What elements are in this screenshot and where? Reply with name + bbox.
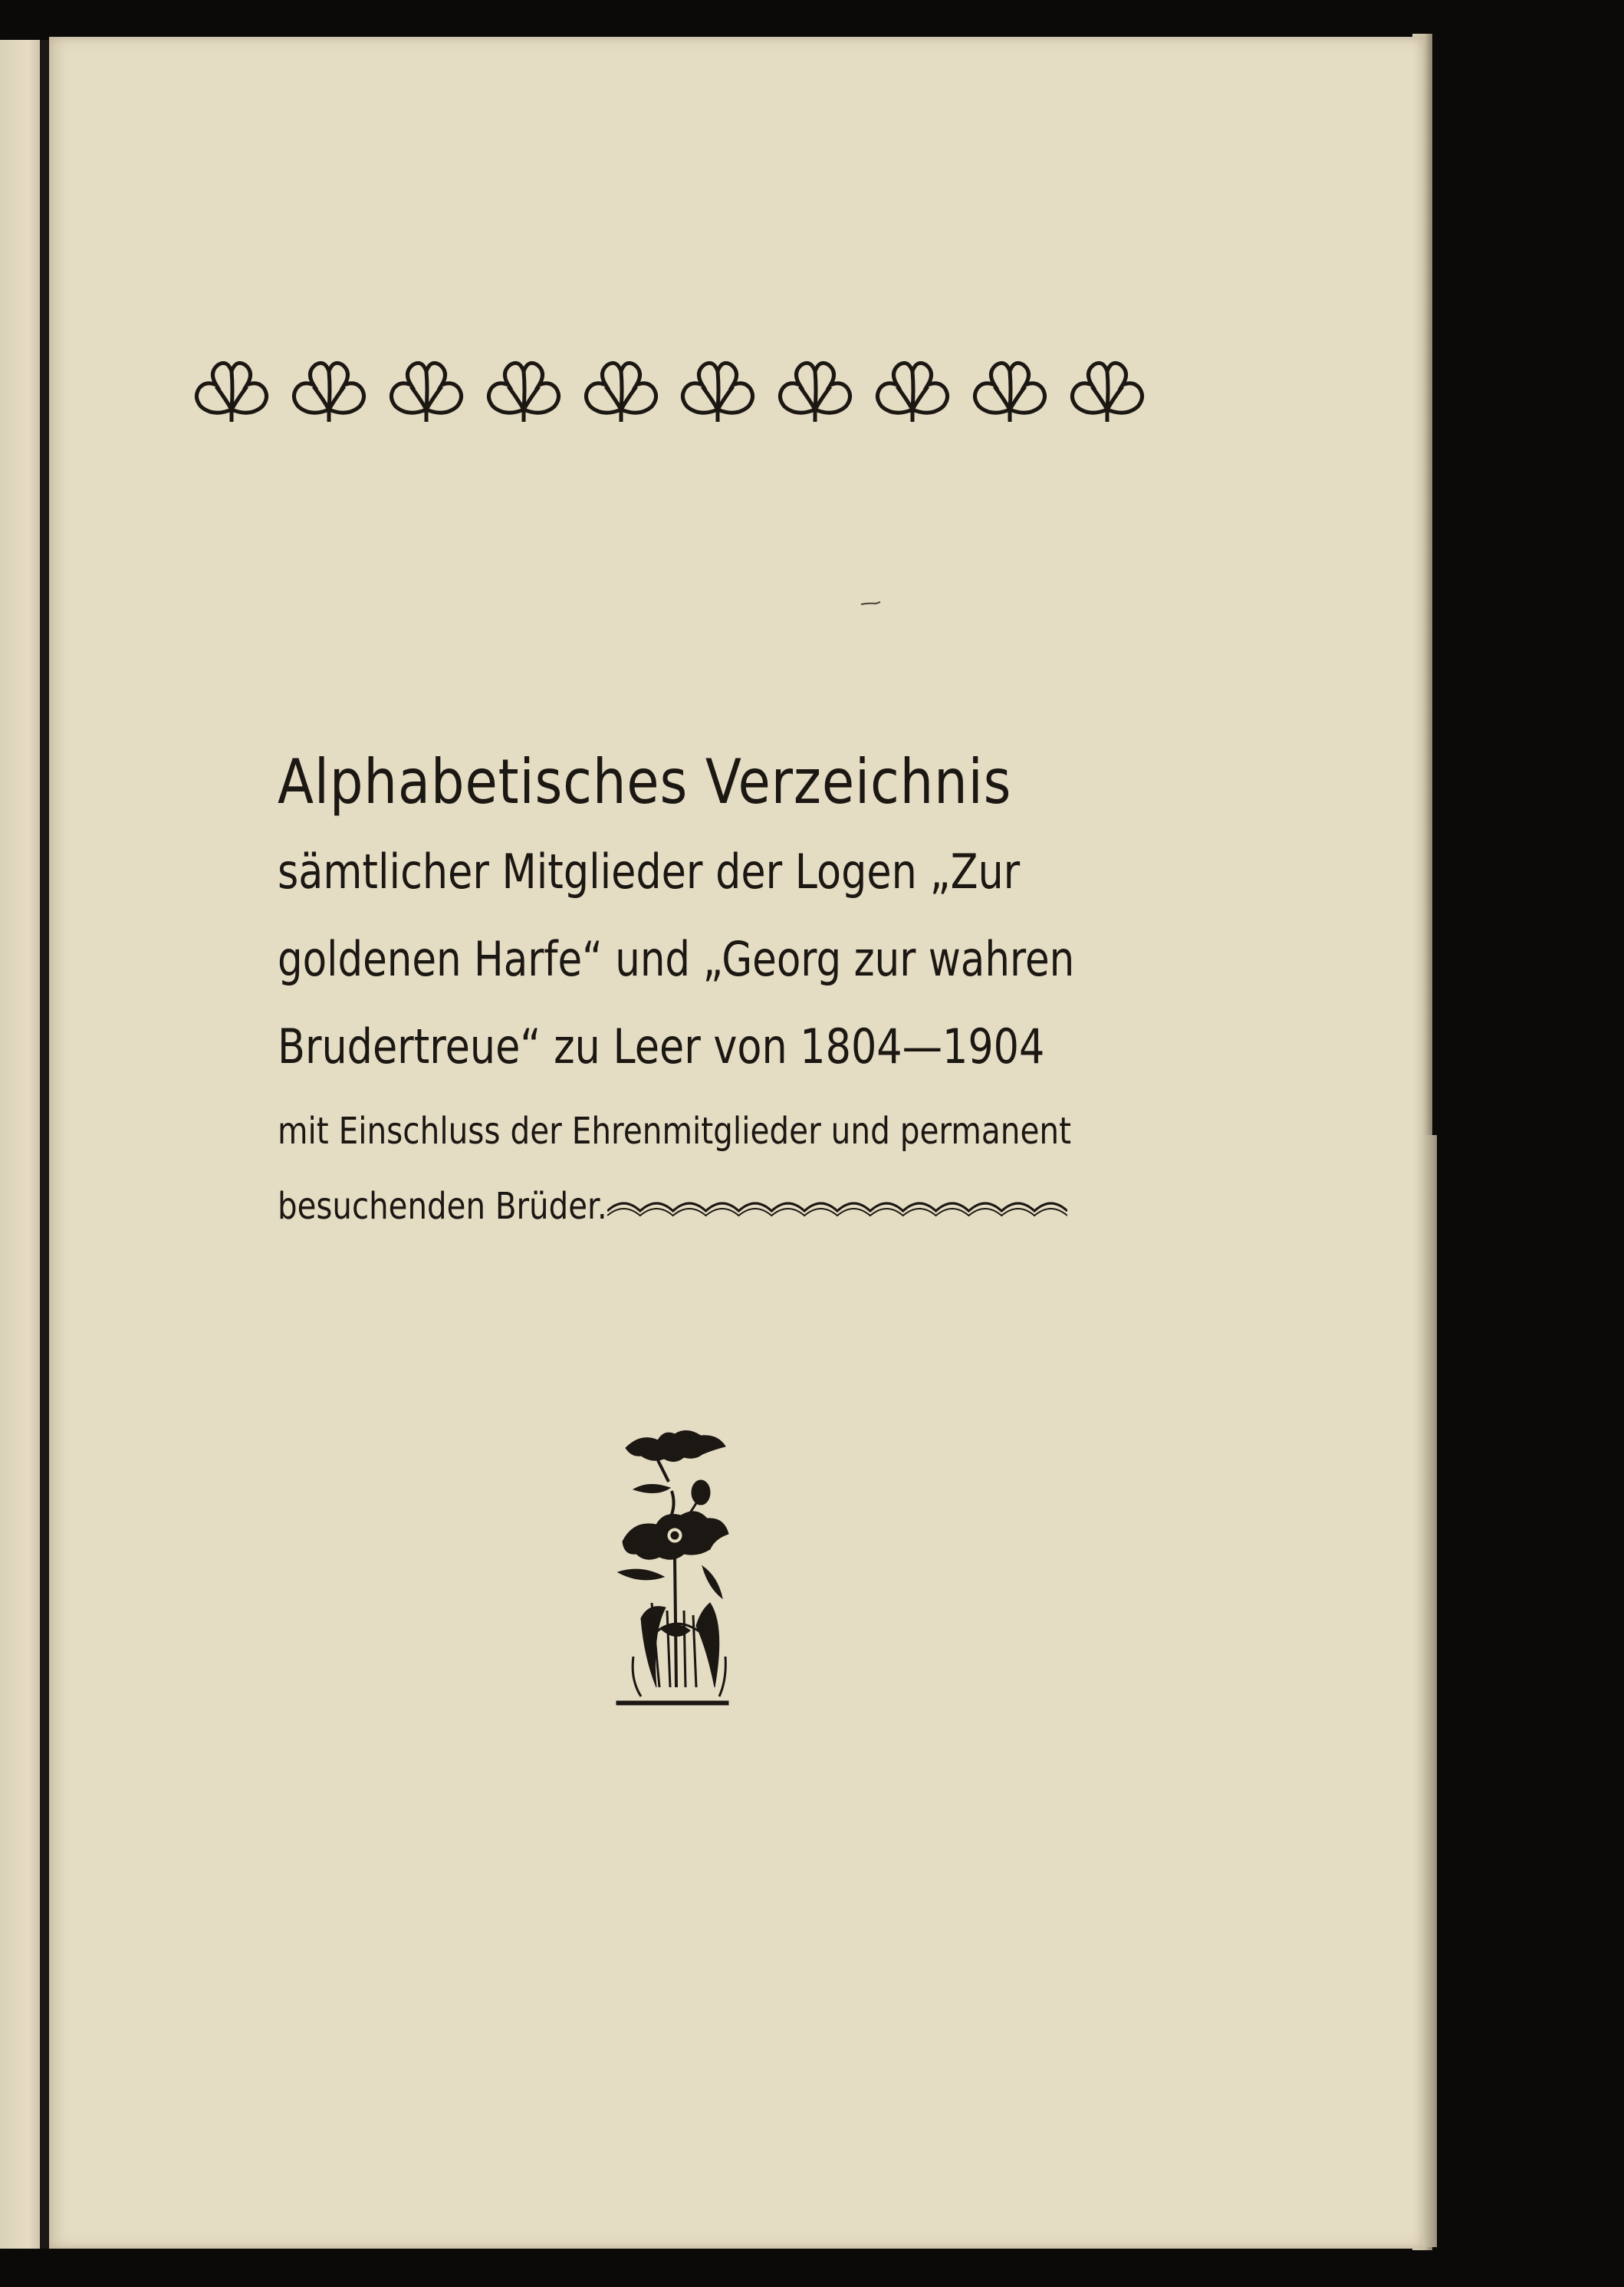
clover-ornament-icon <box>580 356 662 426</box>
note-line-2: besuchenden Brüder. <box>278 1185 607 1228</box>
subtitle-line-3: Brudertreue“ zu Leer von 1804—1904 <box>278 1018 1045 1074</box>
clover-ornament-icon <box>288 356 370 426</box>
ornament-border <box>190 353 1149 429</box>
ink-speck <box>860 601 882 606</box>
clover-ornament-icon <box>871 356 954 426</box>
clover-ornament-icon <box>968 356 1051 426</box>
clover-ornament-icon <box>190 356 273 426</box>
clover-ornament-icon <box>774 356 856 426</box>
subtitle-line-2: goldenen Harfe“ und „Georg zur wahren <box>278 931 1075 987</box>
title-block <box>278 736 1075 1244</box>
note-line-1: mit Einschluss der Ehrenmitglieder und permanent <box>278 1110 1072 1153</box>
note-line-2-row <box>278 1169 1067 1244</box>
clover-ornament-icon <box>676 356 759 426</box>
previous-page-edge <box>0 40 40 2249</box>
page-stack-edge-lower <box>1423 1135 1437 2247</box>
page-title: Alphabetisches Verzeichnis <box>278 746 1012 818</box>
subtitle-line-1: sämtlicher Mitglieder der Logen „Zur <box>278 844 1021 900</box>
clover-ornament-icon <box>385 356 468 426</box>
wave-ornament-icon <box>607 1191 1067 1222</box>
poppy-flower-vignette-icon <box>610 1426 733 1726</box>
clover-ornament-icon <box>482 356 565 426</box>
clover-ornament-icon <box>1066 356 1149 426</box>
